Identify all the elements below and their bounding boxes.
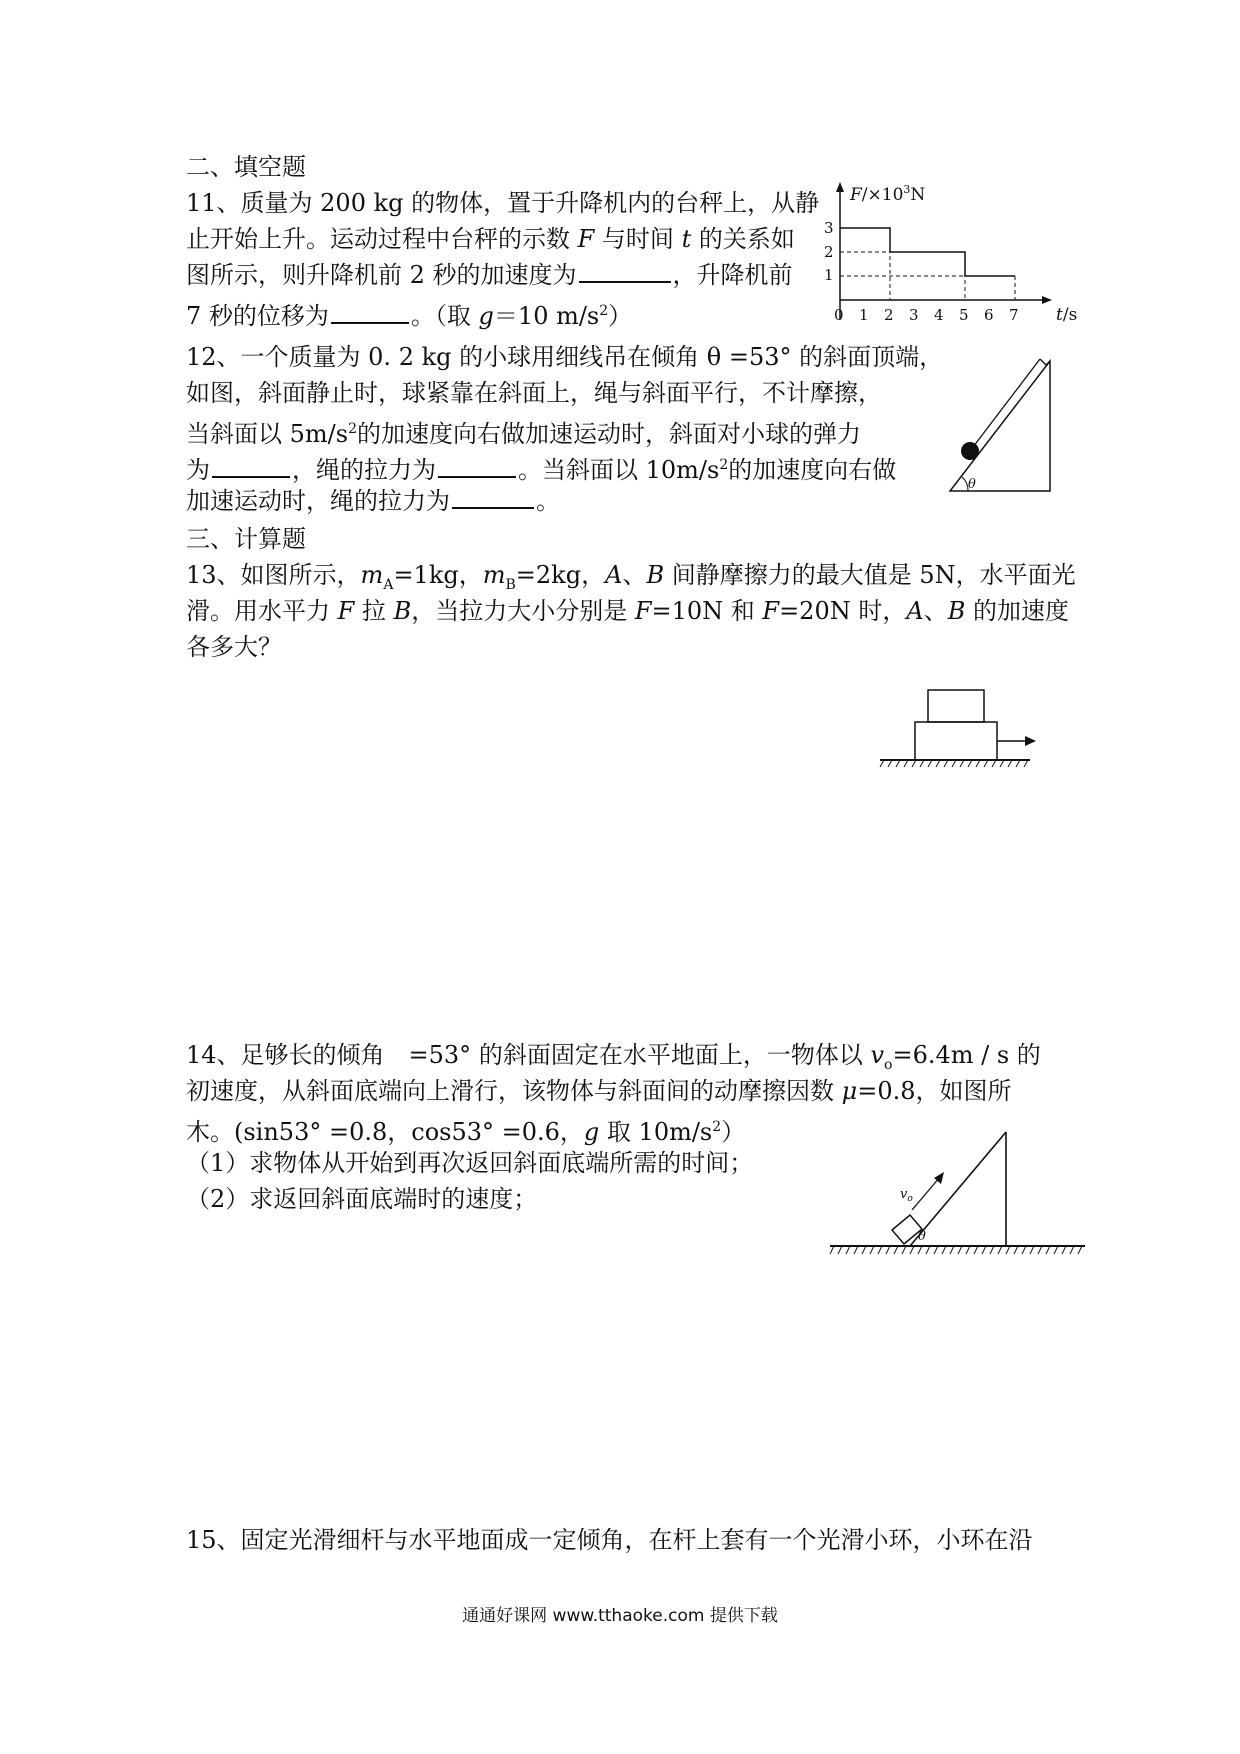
y-tick-1: 1 xyxy=(824,266,834,284)
y-axis-label: $F/\times 10^3N$ xyxy=(850,183,926,205)
section-title-calculation: 三、计算题 xyxy=(186,525,306,553)
q13-line2: 滑。用水平力 F 拉 B，当拉力大小分别是 F=10N 和 F=20N 时，A、B 的加速度 xyxy=(186,597,1069,625)
q11-line4: 7 秒的位移为 。（取 g＝10 $m/s^2$） xyxy=(186,302,633,330)
q12-line3: 当斜面以 $5m/s^2$的加速度向右做加速运动时，斜面对小球的弹力 xyxy=(186,420,861,448)
incline-ball-figure xyxy=(940,355,1060,495)
q13-line1: 13、如图所示，$m_A=1kg$，$m_B=2kg$，A、B 间静摩擦力的最大值是 5N，水平面光 xyxy=(186,561,1076,593)
q14-line3: 木。(sin53° =0.8，cos53° =0.6，g 取 $10m/s^2$） xyxy=(186,1118,746,1146)
answer-blank xyxy=(212,454,290,478)
page-footer: 通通好课网 www.tthaoke.com 提供下载 xyxy=(462,1606,778,1626)
theta-label: θ xyxy=(918,1229,926,1244)
answer-blank xyxy=(452,485,534,509)
stacked-blocks-figure xyxy=(880,690,1050,770)
q12-line4: 为 ，绳的拉力为 。当斜面以 $10m/s^2$的加速度向右做 xyxy=(186,456,897,484)
q14-line1: 14、足够长的倾角 =53° 的斜面固定在水平地面上，一物体以 $v_o=6.4m / s$ 的 xyxy=(186,1041,1041,1073)
ball xyxy=(961,442,979,460)
block-b xyxy=(915,722,997,760)
q11-line1: 11、质量为 200 kg 的物体，置于升降机内的台秤上，从静 xyxy=(186,189,820,217)
q12-line2: 如图，斜面静止时，球紧靠在斜面上，绳与斜面平行，不计摩擦， xyxy=(186,379,882,407)
q11-line3: 图所示，则升降机前 2 秒的加速度为 ，升降机前 xyxy=(186,261,793,289)
x-tick-5: 5 xyxy=(959,306,969,324)
q15-line1: 15、固定光滑细杆与水平地面成一定倾角，在杆上套有一个光滑小环，小环在沿 xyxy=(186,1526,1033,1554)
section-title-fill-blank: 二、填空题 xyxy=(186,153,306,181)
string-anchor xyxy=(1040,359,1046,365)
x-tick-3: 3 xyxy=(909,306,919,324)
incline-block-figure xyxy=(830,1128,1090,1263)
velocity-arrow xyxy=(912,1177,940,1210)
force-arrowhead xyxy=(1025,736,1036,746)
x-tick-6: 6 xyxy=(984,306,994,324)
force-time-graph xyxy=(824,180,1078,330)
q13-line3: 各多大？ xyxy=(186,633,282,661)
ground-hatch xyxy=(830,1246,1082,1254)
x-axis-arrow xyxy=(1042,296,1052,304)
incline-triangle xyxy=(950,361,1050,491)
theta-label: θ xyxy=(968,477,976,492)
answer-blank xyxy=(331,300,409,324)
q14-line2: 初速度，从斜面底端向上滑行，该物体与斜面间的动摩擦因数 μ=0.8，如图所 xyxy=(186,1077,1012,1105)
q14-item1: （1）求物体从开始到再次返回斜面底端所需的时间； xyxy=(186,1149,754,1177)
q12-line1: 12、一个质量为 0. 2 kg 的小球用细线吊在倾角 θ =53° 的斜面顶端， xyxy=(186,343,944,371)
x-tick-1: 1 xyxy=(859,306,869,324)
q11-line2: 止开始上升。运动过程中台秤的示数 F 与时间 t 的关系如 xyxy=(186,225,795,253)
block-a xyxy=(928,690,984,722)
answer-blank xyxy=(579,259,671,283)
string xyxy=(970,359,1040,451)
y-axis-arrow xyxy=(836,182,844,192)
v0-label: $v_o$ xyxy=(900,1187,913,1204)
x-tick-0: 0 xyxy=(834,306,844,324)
x-tick-2: 2 xyxy=(884,306,894,324)
q12-line5: 加速运动时，绳的拉力为 。 xyxy=(186,487,560,515)
answer-blank xyxy=(438,454,516,478)
ground-hatch xyxy=(880,760,1028,767)
y-tick-3: 3 xyxy=(824,219,834,237)
force-step-line xyxy=(840,228,1015,276)
q14-item2: （2）求返回斜面底端时的速度； xyxy=(186,1185,538,1213)
y-tick-2: 2 xyxy=(824,243,834,261)
x-axis-label: t/s xyxy=(1056,305,1078,325)
x-tick-4: 4 xyxy=(934,306,944,324)
x-tick-7: 7 xyxy=(1009,306,1019,324)
